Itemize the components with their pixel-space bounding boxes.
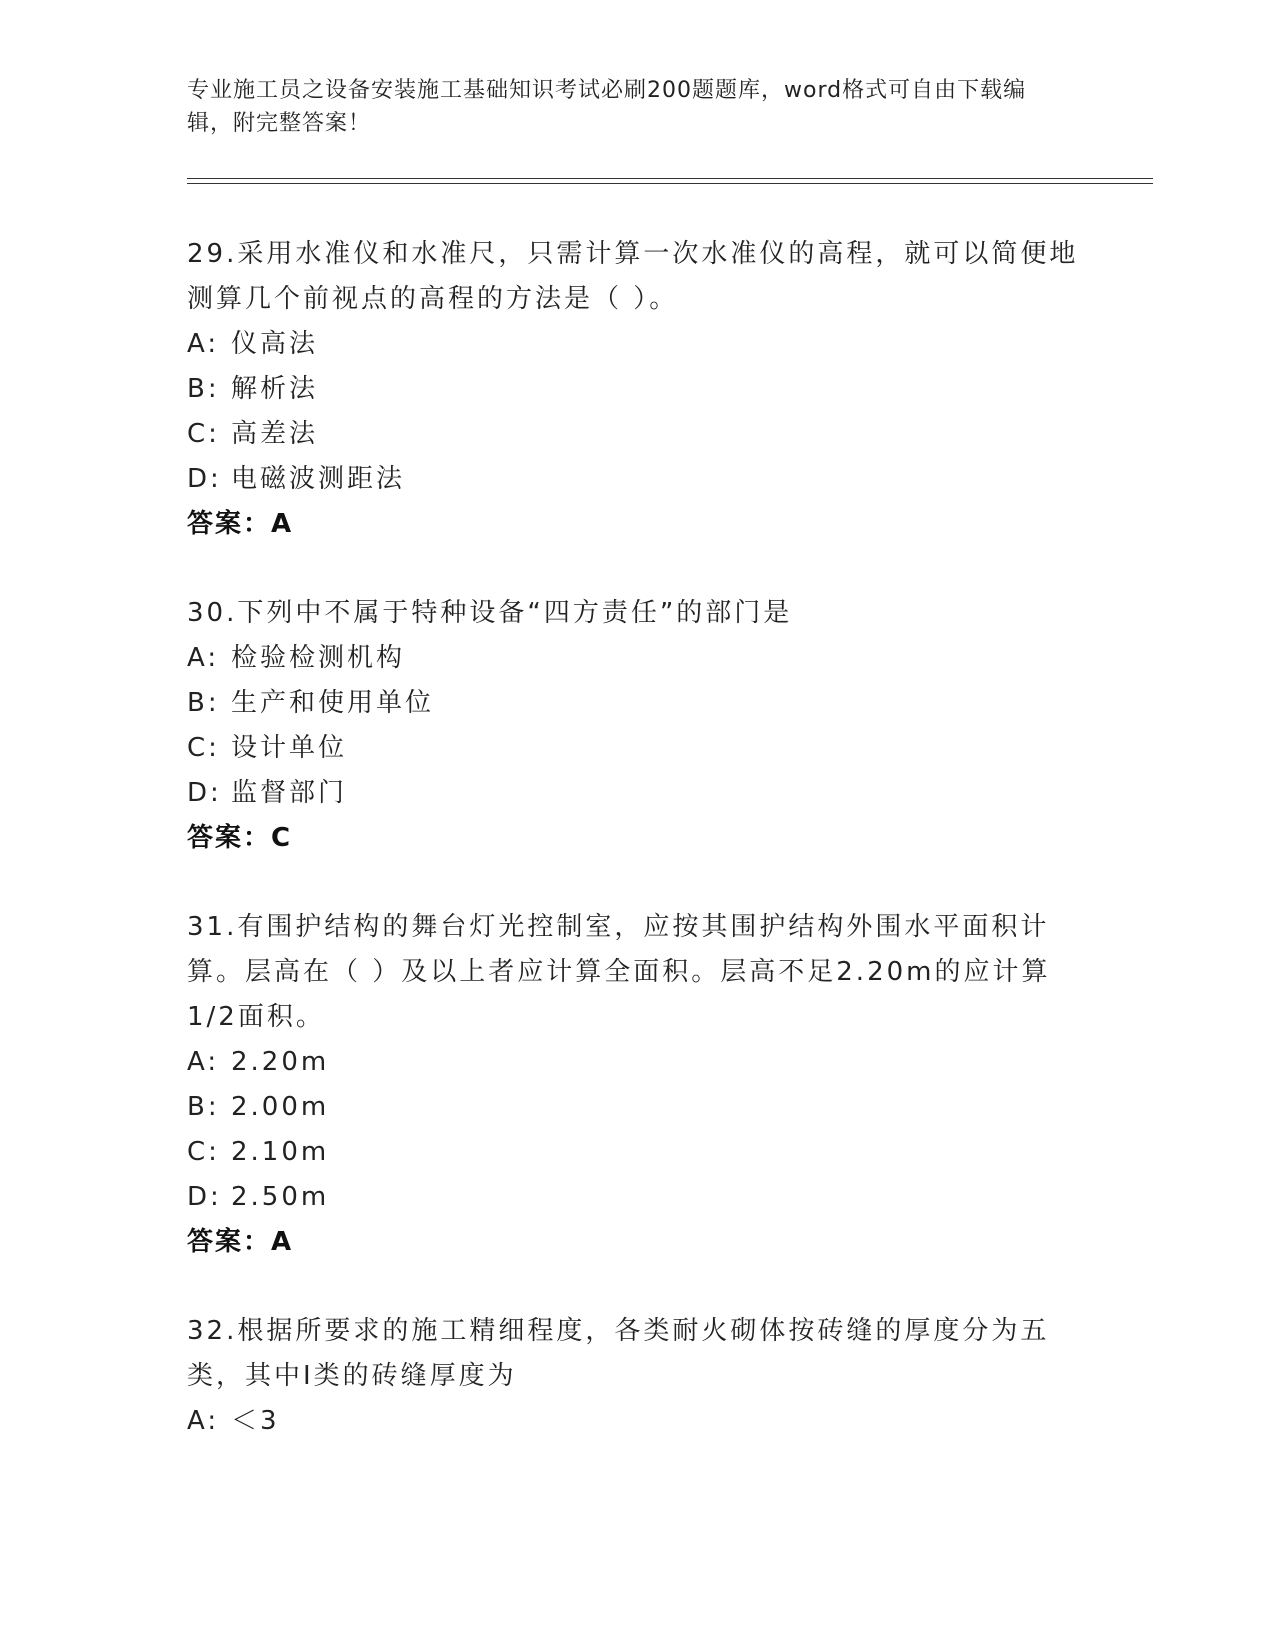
option-text: 2.10m <box>231 1137 330 1167</box>
option-letter: B: <box>187 1092 220 1122</box>
option-b <box>187 367 1087 412</box>
option-letter: B: <box>187 688 220 718</box>
answer-text: 答案：A <box>187 1227 294 1257</box>
option-c <box>187 726 1087 771</box>
question-text: 29.采用水准仪和水准尺，只需计算一次水准仪的高程，就可以简便地测算几个前视点的高程的方法是（ ）。 <box>187 239 1079 314</box>
option-text: 监督部门 <box>231 778 348 808</box>
option-letter: A: <box>187 1406 220 1436</box>
header-divider-top <box>187 178 1153 179</box>
option-text: 解析法 <box>231 374 319 404</box>
question-text: 32.根据所要求的施工精细程度，各类耐火砌体按砖缝的厚度分为五类，其中Ⅰ类的砖缝厚度为 <box>187 1316 1050 1391</box>
header-divider-bottom <box>187 183 1153 184</box>
option-letter: A: <box>187 1047 220 1077</box>
option-letter: C: <box>187 733 220 763</box>
option-b <box>187 681 1087 726</box>
option-b <box>187 1085 1087 1130</box>
option-text: 电磁波测距法 <box>231 464 406 494</box>
option-text: 2.20m <box>231 1047 330 1077</box>
option-letter: C: <box>187 1137 220 1167</box>
option-text: 高差法 <box>231 419 319 449</box>
option-letter: A: <box>187 643 220 673</box>
answer-text: 答案：A <box>187 509 294 539</box>
document-header: 专业施工员之设备安装施工基础知识考试必刷200题题库，word格式可自由下载编辑，附完整答案！ <box>187 78 1027 136</box>
option-letter: D: <box>187 778 222 808</box>
question-30 <box>187 591 1087 861</box>
option-text: 设计单位 <box>231 733 348 763</box>
option-d <box>187 771 1087 816</box>
option-a <box>187 636 1087 681</box>
option-text: 2.50m <box>231 1182 330 1212</box>
question-31 <box>187 905 1087 1265</box>
question-list <box>187 232 1087 1488</box>
option-letter: B: <box>187 374 220 404</box>
option-a <box>187 1399 1087 1444</box>
option-letter: C: <box>187 419 220 449</box>
question-32 <box>187 1309 1087 1444</box>
option-letter: A: <box>187 329 220 359</box>
option-d <box>187 457 1087 502</box>
option-a <box>187 322 1087 367</box>
option-letter: D: <box>187 1182 222 1212</box>
option-a <box>187 1040 1087 1085</box>
option-text: ＜3 <box>231 1406 280 1436</box>
option-c <box>187 1130 1087 1175</box>
option-letter: D: <box>187 464 222 494</box>
question-text: 30.下列中不属于特种设备“四方责任”的部门是 <box>187 598 793 628</box>
question-29 <box>187 232 1087 547</box>
option-text: 生产和使用单位 <box>231 688 435 718</box>
option-d <box>187 1175 1087 1220</box>
option-text: 2.00m <box>231 1092 330 1122</box>
question-text: 31.有围护结构的舞台灯光控制室，应按其围护结构外围水平面积计算。层高在（ ）及以上者应计算全面积。层高不足2.20m的应计算1/2面积。 <box>187 912 1051 1032</box>
option-c <box>187 412 1087 457</box>
option-text: 检验检测机构 <box>231 643 406 673</box>
answer-text: 答案：C <box>187 823 293 853</box>
option-text: 仪高法 <box>231 329 319 359</box>
